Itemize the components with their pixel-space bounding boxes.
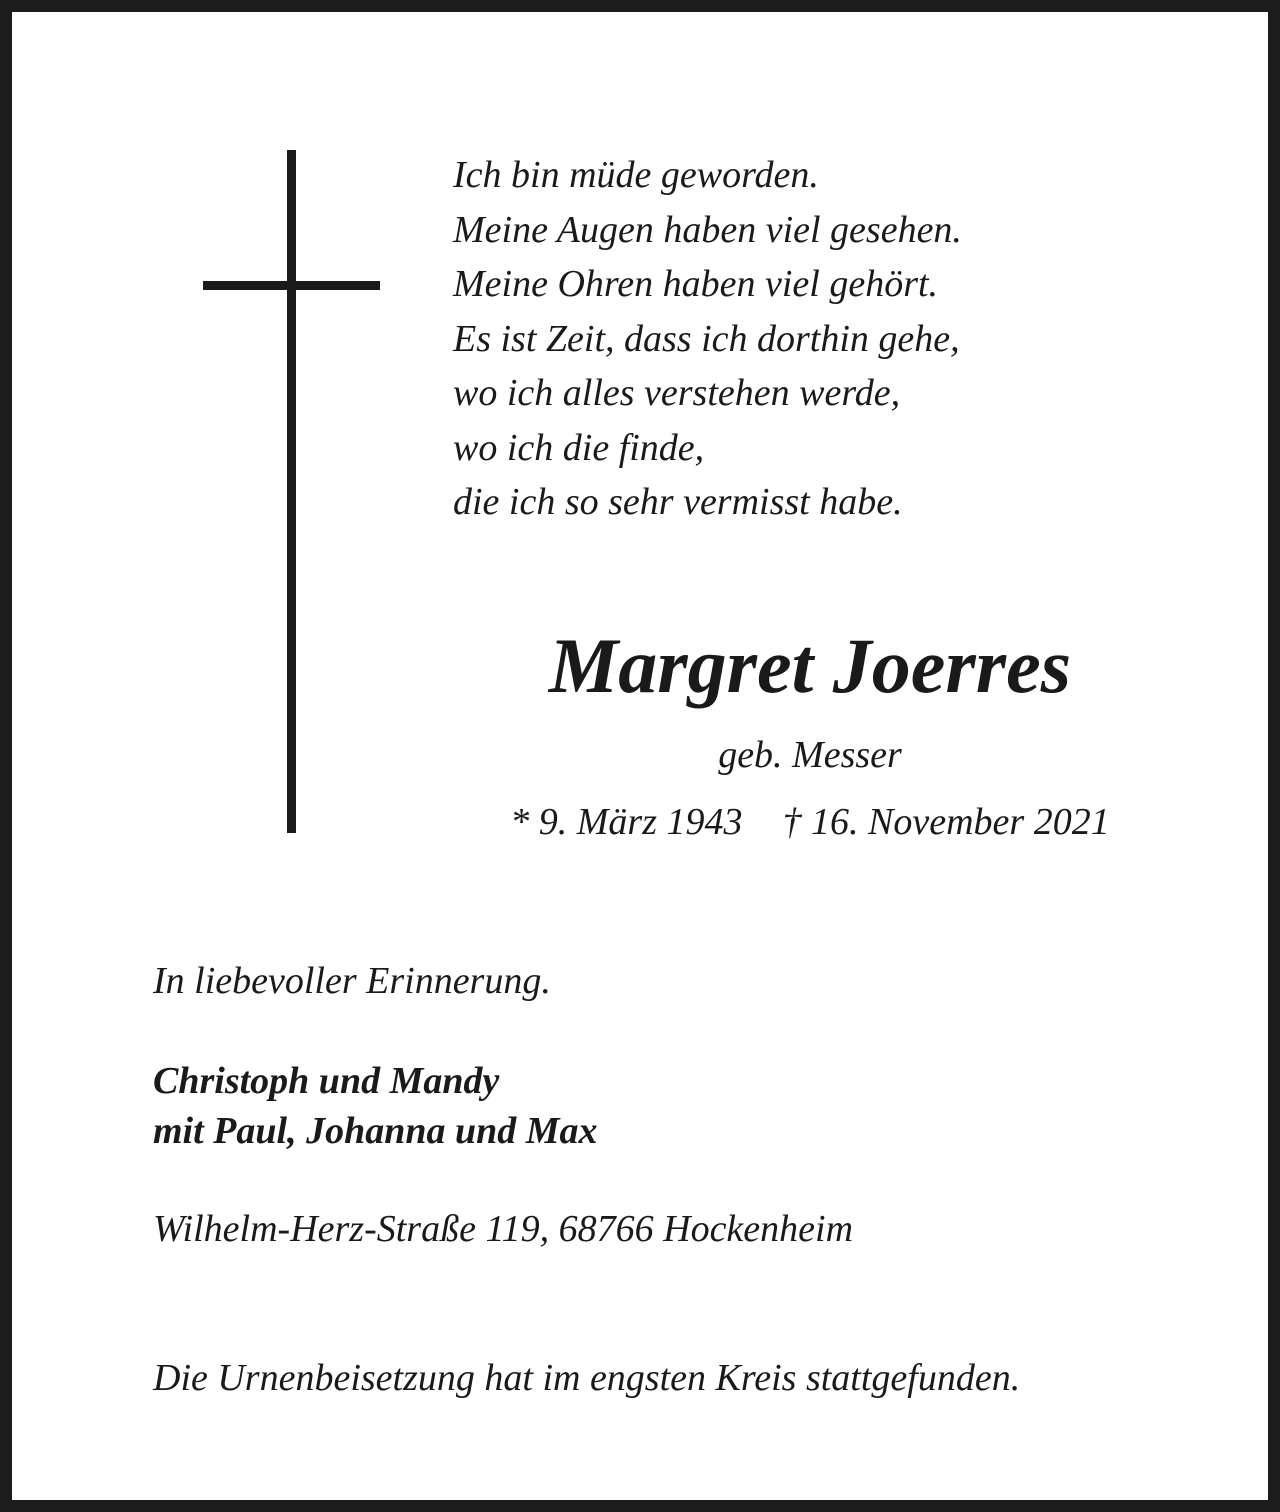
memory-line: In liebevoller Erinnerung. xyxy=(153,960,551,1002)
mourners-line: mit Paul, Johanna und Max xyxy=(153,1110,598,1152)
poem-line: Meine Augen haben viel gesehen. xyxy=(453,208,962,251)
poem-line: Es ist Zeit, dass ich dorthin gehe, xyxy=(453,317,960,360)
burial-notice: Die Urnenbeisetzung hat im engsten Kreis stattgefunden. xyxy=(153,1357,1021,1399)
life-dates xyxy=(452,796,1168,848)
deceased-name: Margret Joerres xyxy=(548,622,1072,709)
poem-line: Ich bin müde geworden. xyxy=(453,154,819,196)
poem-line: wo ich die finde, xyxy=(453,426,705,469)
address: Wilhelm-Herz-Straße 119, 68766 Hockenheim xyxy=(153,1208,854,1250)
cross-icon xyxy=(287,150,296,833)
poem-line: wo ich alles verstehen werde, xyxy=(453,372,901,414)
death-date: † 16. November 2021 xyxy=(782,801,1110,843)
poem xyxy=(453,148,1213,530)
birth-date: * 9. März 1943 xyxy=(510,801,743,843)
mourners-line: Christoph und Mandy xyxy=(153,1060,500,1102)
poem-line: die ich so sehr vermisst habe. xyxy=(453,481,903,523)
cross-icon-crossbar xyxy=(203,281,380,290)
poem-line: Meine Ohren haben viel gehört. xyxy=(453,263,939,305)
mourners xyxy=(153,1056,598,1156)
maiden-name: geb. Messer xyxy=(718,734,902,776)
